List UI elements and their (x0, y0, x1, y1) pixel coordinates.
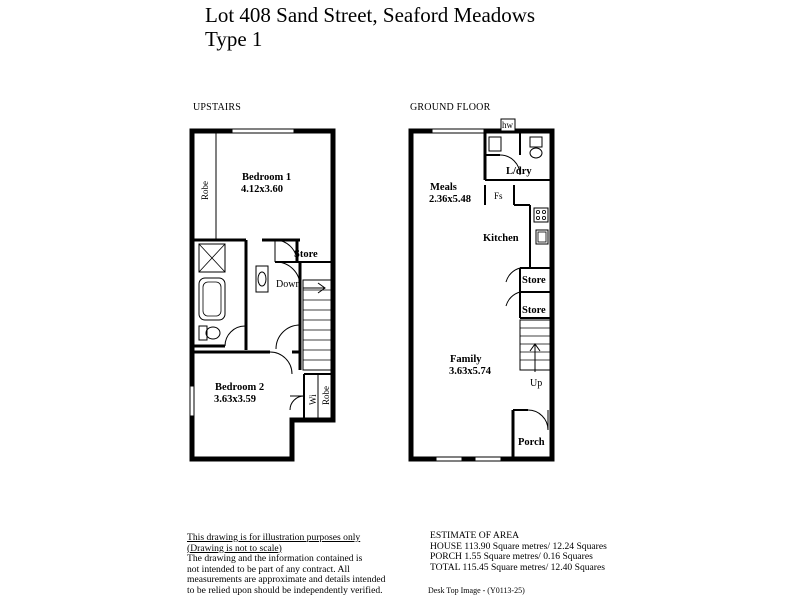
disclaimer-line-4: not intended to be part of any contract. All (187, 563, 350, 575)
bedroom2-size: 3.63x3.59 (214, 394, 256, 405)
family-label: Family (450, 354, 482, 365)
ground-floor-label: GROUND FLOOR (410, 102, 491, 113)
disclaimer-line-1: This drawing is for illustration purposes only (187, 532, 361, 543)
disclaimer-line-5: measurements are approximate and details intended (187, 574, 386, 586)
fs-label: Fs (494, 191, 503, 201)
plan-title: Lot 408 Sand Street, Seaford Meadows (205, 3, 536, 27)
disclaimer-line-3: The drawing and the information contained is (187, 553, 363, 565)
estimate-heading: ESTIMATE OF AREA (430, 530, 520, 541)
robe2-label: Robe (321, 386, 331, 405)
hw-label: hw (502, 120, 513, 130)
family-size: 3.63x5.74 (449, 366, 491, 377)
ground-floor-labels (429, 120, 546, 448)
store-label-2: Store (522, 305, 546, 316)
disclaimer-line-2: (Drawing is not to scale) (187, 542, 282, 554)
laundry-label: L/dry (506, 166, 532, 177)
upstairs-label: UPSTAIRS (193, 102, 242, 113)
robe-label: Robe (200, 181, 210, 200)
disclaimer (187, 533, 427, 597)
disclaimer-line-6: to be relied upon should be independently verified. (187, 584, 383, 596)
estimate-total: TOTAL 115.45 Square metres/ 12.40 Squares (430, 561, 605, 573)
store-label-1: Store (522, 275, 546, 286)
kitchen-label: Kitchen (483, 233, 519, 244)
wi-label: Wi (308, 394, 318, 405)
store-label: Store (294, 249, 318, 260)
meals-label: Meals (430, 182, 457, 193)
bedroom1-label: Bedroom 1 (242, 172, 292, 183)
plan-subtitle: Type 1 (205, 27, 263, 51)
estimate-porch: PORCH 1.55 Square metres/ 0.16 Squares (430, 551, 593, 563)
down-label: Down (276, 279, 301, 290)
bedroom2-label: Bedroom 2 (215, 382, 265, 393)
up-label: Up (530, 378, 543, 389)
image-credit: Desk Top Image - (Y0113-25) (428, 586, 525, 595)
area-estimate (430, 531, 607, 573)
porch-label: Porch (518, 437, 545, 448)
meals-size: 2.36x5.48 (429, 194, 471, 205)
bedroom1-size: 4.12x3.60 (241, 184, 283, 195)
estimate-house: HOUSE 113.90 Square metres/ 12.24 Squares (430, 540, 607, 552)
